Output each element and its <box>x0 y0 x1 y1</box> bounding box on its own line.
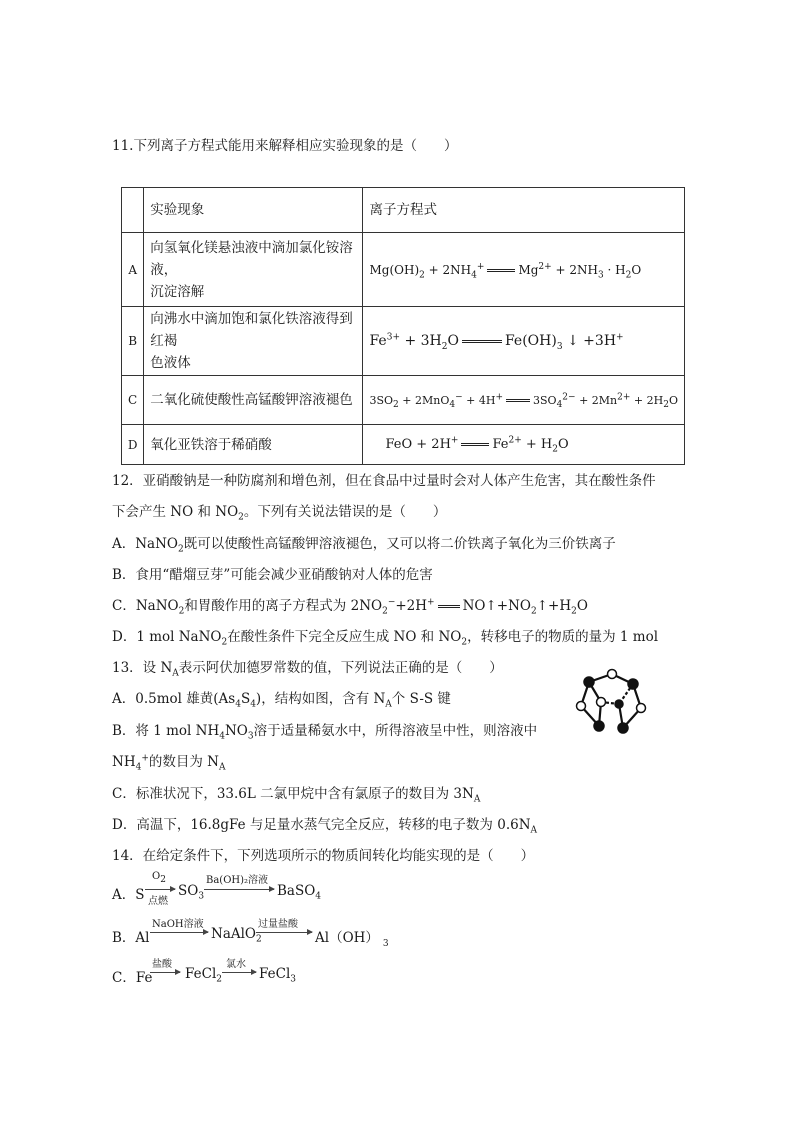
text: O <box>576 598 588 614</box>
text: B．将 1 mol NH <box>112 723 220 739</box>
row-label: D <box>122 425 144 465</box>
q14-option-a-start: A．S <box>112 887 145 903</box>
q13-option-d: D．高温下，16.8gFe 与足量水蒸气完全反应，转移的电子数为 $0.6N_A$ <box>112 817 538 836</box>
header-cell-equation: 离子方程式 <box>363 188 685 233</box>
q12-option-c: C．NaNO$_2$和胃酸作用的离子方程式为 $2NO_2^-+2H^+$ $NO↑+NO_2↑+H_2O$ <box>112 597 588 617</box>
text: A．NaNO <box>112 536 178 552</box>
phenomenon-line: 色液体 <box>150 355 191 371</box>
table-row-c <box>122 376 685 425</box>
row-phenomenon: 二氧化硫使酸性高锰酸钾溶液褪色 <box>144 376 363 425</box>
equation-a: $Mg(OH)_2 + 2NH_4^+$ $Mg^{2+} + 2NH_3 \cdot H_2O$ <box>369 261 642 280</box>
q14-a-product: BaSO$_4$ <box>277 883 322 902</box>
subscript: 2 <box>238 512 244 523</box>
text: Al（OH） <box>315 930 379 946</box>
text: 。下列有关说法错误的是（ ） <box>243 504 447 520</box>
q14-a-intermediate: $SO_3$ <box>178 883 205 902</box>
row-equation <box>363 425 685 465</box>
equation-d: FeO + 2H+ $Fe^{2+} + H_2O$ <box>385 435 569 455</box>
q12-option-d: D．1 mol NaNO$_2$在酸性条件下完全反应生成 NO 和 $NO_2$，转移电子的物质的量为 1 mol <box>112 629 659 648</box>
text: O <box>152 871 161 882</box>
q14-b-cond1-top: NaOH溶液 <box>152 919 204 930</box>
table-header-row <box>122 188 685 233</box>
text: NH <box>112 754 136 770</box>
q14-option-b-start: B．Al <box>112 930 150 946</box>
reaction-arrow <box>204 889 274 890</box>
text: ，转移电子的物质的量为 1 mol <box>467 629 659 645</box>
phenomenon-line: 向氢氧化镁悬浊液中滴加氯化铵溶液， <box>150 239 353 278</box>
reaction-arrow <box>145 889 175 890</box>
reaction-arrow <box>256 932 312 933</box>
q14-stem: 14．在给定条件下，下列选项所示的物质间转化均能实现的是（ ） <box>112 848 535 864</box>
q13-option-c: C．标准状况下，33.6L 二氯甲烷中含有氯原子的数目为 $3N_A$ <box>112 786 481 805</box>
text: C．NaNO <box>112 598 179 614</box>
text: BaSO <box>277 883 316 899</box>
subscript: A <box>172 668 179 679</box>
subscript: 2 <box>178 544 184 555</box>
text: A．0.5mol 雄黄(As <box>112 691 236 707</box>
q13-option-b: B．将 1 mol $NH_4NO_3$溶于适量稀氨水中，所得溶液呈中性，则溶液中 <box>112 723 538 742</box>
q14-c-product: FeCl$_3$ <box>259 966 296 985</box>
row-equation <box>363 233 685 307</box>
q14-option-c-start: C．Fe <box>112 970 153 986</box>
text: FeCl <box>259 966 291 982</box>
equation-b: $Fe^{3+} + 3H_2O$ $Fe(OH)_3$ ↓ +3H+ <box>369 332 624 352</box>
q13-stem <box>112 659 503 677</box>
text: 表示阿伏加德罗常数的值，下列说法正确的是（ ） <box>178 660 503 676</box>
phenomenon-line: 向沸水中滴加饱和氯化铁溶液得到红褐 <box>150 311 353 349</box>
q14-c-cond1-top: 盐酸 <box>152 959 172 970</box>
text: 在酸性条件下完全反应生成 NO 和 NO <box>227 629 462 645</box>
text: 个 S-S 键 <box>391 691 451 707</box>
subscript: 2 <box>178 606 185 617</box>
row-phenomenon <box>144 233 363 307</box>
q13-option-b-cont: $NH_4^+$的数目为 $N_A$ <box>112 753 226 773</box>
text: 溶于适量稀氨水中，所得溶液呈中性，则溶液中 <box>253 723 538 739</box>
reaction-arrow <box>150 932 208 933</box>
text: S <box>240 691 251 707</box>
q14-b-cond2-top: 过量盐酸 <box>258 919 298 930</box>
text: D．高温下，16.8gFe 与足量水蒸气完全反应，转移的电子数为 0.6N <box>112 817 531 833</box>
text: +2H <box>395 598 428 614</box>
text: )，结构如图，含有 N <box>255 691 386 707</box>
q14-a-cond2-top: Ba(OH)₂溶液 <box>206 875 269 886</box>
q11-stem: 11.下列离子方程式能用来解释相应实验现象的是（ ） <box>112 138 458 154</box>
text: NO <box>224 723 248 739</box>
row-equation <box>363 307 685 376</box>
reaction-arrow <box>222 972 256 973</box>
table-row-a <box>122 233 685 307</box>
q14-a-cond1-bottom: 点燃 <box>148 896 168 907</box>
header-cell-phenomenon: 实验现象 <box>144 188 363 233</box>
q14-b-intermediate: NaAlO$_2$ <box>211 926 262 945</box>
q12-stem-line2 <box>112 503 446 521</box>
row-label: B <box>122 307 144 376</box>
q11-table <box>121 187 685 465</box>
q14-c-intermediate: FeCl$_2$ <box>185 966 222 985</box>
equation-c: $3SO_2 + 2MnO_4^- + 4H^+$ $3SO_4^{2-} + 2Mn^{2+} + 2H_2O$ <box>369 391 678 410</box>
row-phenomenon <box>144 307 363 376</box>
q14-c-cond2-top: 氯水 <box>226 959 246 970</box>
phenomenon-line: 沉淀溶解 <box>150 283 205 300</box>
q14-b-product: Al（OH） $_3$ <box>315 930 389 949</box>
text: NaAlO <box>211 926 256 942</box>
row-equation <box>363 376 685 425</box>
text: 的数目为 N <box>148 754 219 770</box>
q14-a-cond1-top: $O_2$ <box>152 871 166 885</box>
q12-stem-line1: 12．亚硝酸钠是一种防腐剂和增色剂，但在食品中过量时会对人体产生危害，其在酸性条件 <box>112 473 656 489</box>
text: 13．设 N <box>112 660 173 676</box>
text: FeCl <box>185 966 217 982</box>
row-label: A <box>122 233 144 307</box>
q13-option-a: A．0.5mol 雄黄$(As_4S_4)$，结构如图，含有 $N_A$个 S-S 键 <box>112 691 451 710</box>
reaction-arrow <box>150 972 180 973</box>
realgar-structure-figure <box>567 668 657 738</box>
header-cell-label <box>122 188 144 233</box>
row-phenomenon: 氧化亚铁溶于稀硝酸 <box>144 425 363 465</box>
text: SO <box>178 883 199 899</box>
q12-option-b: B．食用“醋熘豆芽”可能会减少亚硝酸钠对人体的危害 <box>112 567 433 583</box>
table-row-d <box>122 425 685 465</box>
text: 和胃酸作用的离子方程式为 2NO <box>184 598 383 614</box>
text: ↑+H <box>536 598 572 614</box>
text: D．1 mol NaNO <box>112 629 222 645</box>
text: 下会产生 NO 和 NO <box>112 504 239 520</box>
q12-option-a <box>112 535 616 553</box>
row-label: C <box>122 376 144 425</box>
text: NO↑+NO <box>462 598 531 614</box>
table-row-b <box>122 307 685 376</box>
text: C．标准状况下，33.6L 二氯甲烷中含有氯原子的数目为 3N <box>112 786 474 802</box>
text: 既可以使酸性高锰酸钾溶液褪色，又可以将二价铁离子氧化为三价铁离子 <box>183 536 616 552</box>
